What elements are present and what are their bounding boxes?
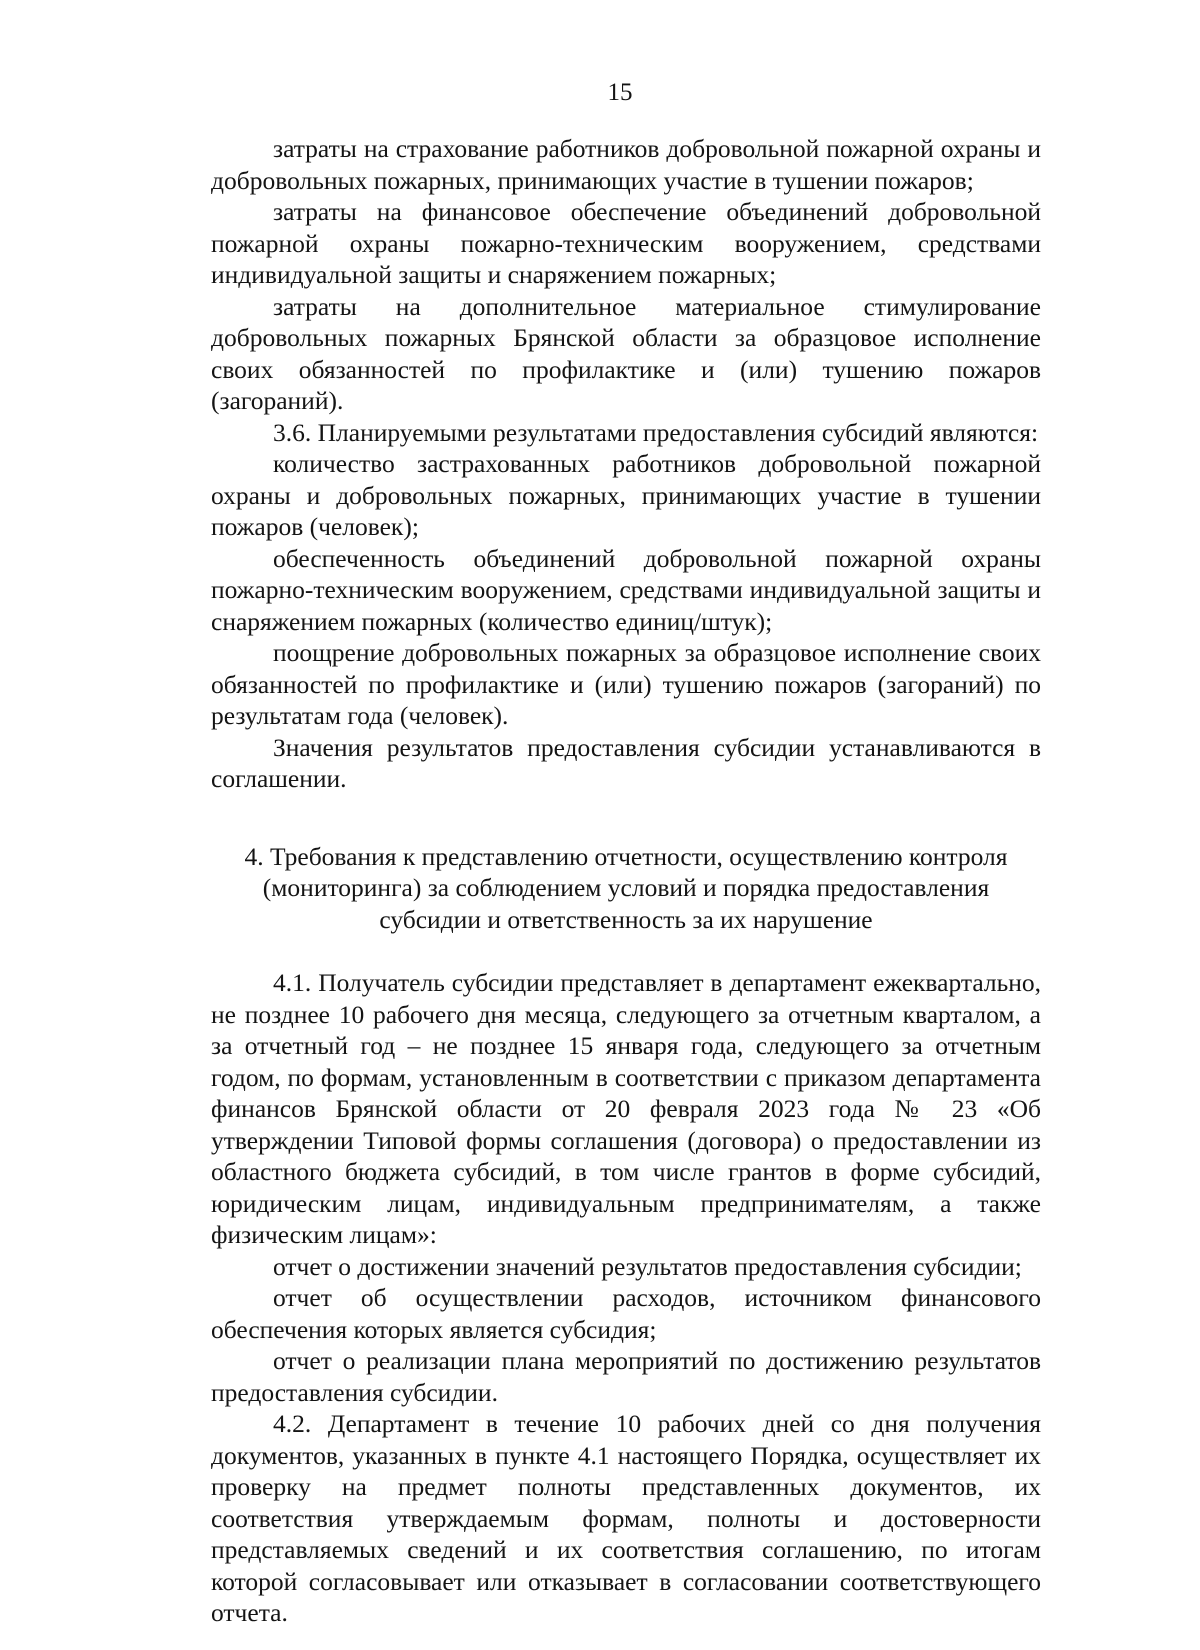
- paragraph-report-plan: отчет о реализации плана мероприятий по достижению результатов предоставления субсидии.: [211, 1346, 1041, 1407]
- paragraph-report-expenses: отчет об осуществлении расходов, источником финансового обеспечения которых является субсидия;: [211, 1283, 1041, 1344]
- section-4-heading: [211, 841, 1041, 936]
- paragraph-incentive-costs: затраты на дополнительное материальное стимулирование добровольных пожарных Брянской области за образцовое исполнение своих обязанностей по профилактике и (или) тушению пожаров (загораний).: [211, 291, 1041, 415]
- paragraph-insured-count: количество застрахованных работников добровольной пожарной охраны и добровольных пожарных, принимающих участие в тушении пожаров (человек);: [211, 449, 1041, 541]
- paragraph-result-values: Значения результатов предоставления субсидии устанавливаются в соглашении.: [211, 732, 1041, 793]
- section-heading-line: 4. Требования к представлению отчетности, осуществлению контроля: [244, 841, 1008, 871]
- paragraph-3-6-planned-results: 3.6. Планируемыми результатами предоставления субсидий являются:: [273, 417, 1039, 447]
- paragraph-report-results: отчет о достижении значений результатов предоставления субсидии;: [273, 1251, 1022, 1281]
- paragraph-equipment-provision: обеспеченность объединений добровольной пожарной охраны пожарно-техническим вооружением, средствами индивидуальной защиты и снаряжением пожарных (количество единиц/штук);: [211, 543, 1041, 636]
- section-heading-line: субсидии и ответственность за их нарушение: [379, 904, 873, 934]
- paragraph-volunteer-rewards: поощрение добровольных пожарных за образцовое исполнение своих обязанностей по профилактике и (или) тушению пожаров (загораний) по результатам года (человек).: [211, 638, 1041, 730]
- paragraph-4-2-review: 4.2. Департамент в течение 10 рабочих дней со дня получения документов, указанных в пункте 4.1 настоящего Порядка, осуществляет их проверку на предмет полноты представленных документов, их соответствия утверждаемым формам, полноты и достоверности представляемых сведений и их соответствия соглашению, по итогам которой согласовывает или отказывает в согласовании соответствующего отчета.: [211, 1409, 1041, 1627]
- paragraph-equipment-costs: затраты на финансовое обеспечение объединений добровольной пожарной охраны пожарно-техническим вооружением, средствами индивидуальной защиты и снаряжением пожарных;: [211, 197, 1041, 289]
- page-number: 15: [607, 79, 633, 106]
- paragraph-insurance-costs: затраты на страхование работников добровольной пожарной охраны и добровольных пожарных, принимающих участие в тушении пожаров;: [211, 134, 1041, 195]
- paragraph-4-1-reporting: 4.1. Получатель субсидии представляет в департамент ежеквартально, не позднее 10 рабочего дня месяца, следующего за отчетным кварталом, а за отчетный год – не позднее 15 января года, следующего за отчетным годом, по формам, установленным в соответствии с приказом департамента финансов Брянской области от 20 февраля 2023 года № 23 «Об утверждении Типовой формы соглашения (договора) о предоставлении из областного бюджета субсидий, в том числе грантов в форме субсидий, юридическим лицам, индивидуальным предпринимателям, а также физическим лицам»:: [211, 968, 1041, 1249]
- document-body: [211, 133, 1041, 1629]
- section-heading-line: (мониторинга) за соблюдением условий и порядка предоставления: [262, 873, 990, 902]
